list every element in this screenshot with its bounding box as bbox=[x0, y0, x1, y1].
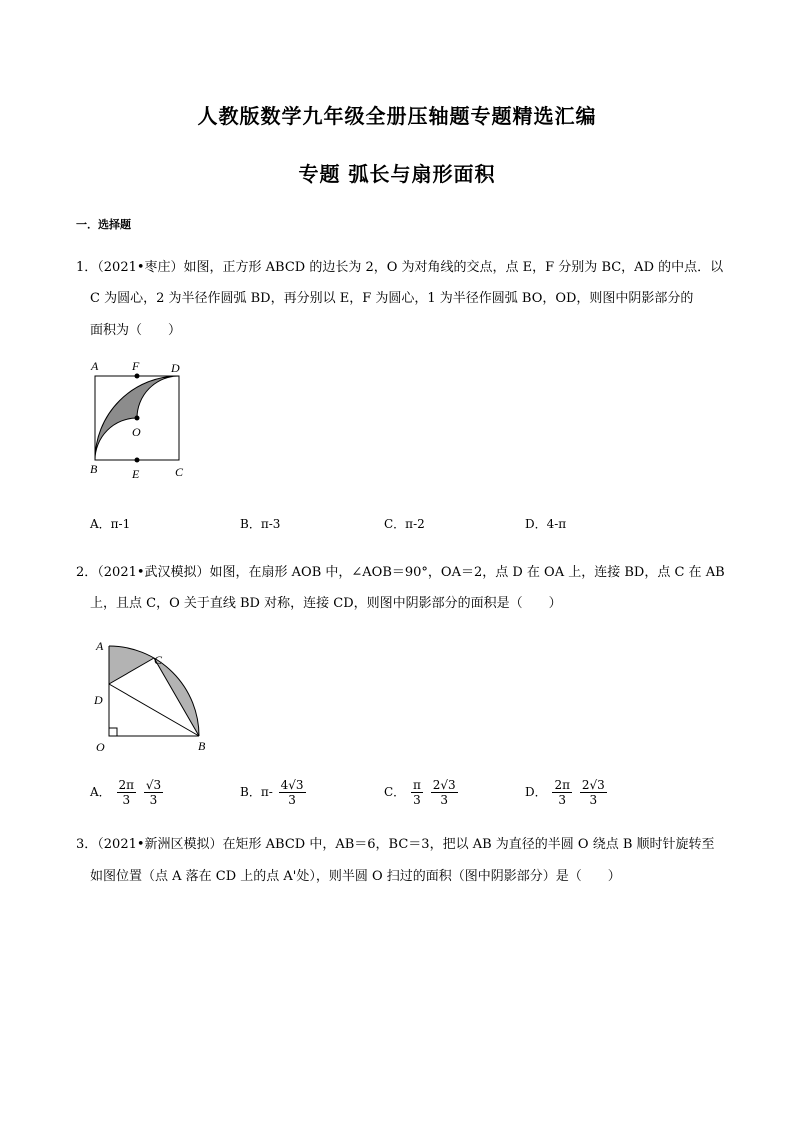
q1-line3: 面积为（ ） bbox=[90, 323, 182, 338]
denominator: 3 bbox=[413, 793, 421, 807]
fraction bbox=[431, 778, 458, 807]
denominator: 3 bbox=[440, 793, 449, 807]
option-c-label: C． bbox=[384, 785, 406, 799]
q1-line2: C 为圆心，2 为半径作圆弧 BD，再分别以 E，F 为圆心，1 为半径作圆弧 BO，OD，则图中阴影部分的 bbox=[90, 291, 694, 306]
label-b: B bbox=[198, 739, 206, 753]
q1-line1: 1．（2021•枣庄）如图，正方形 ABCD 的边长为 2，O 为对角线的交点，点 E，F 分别为 BC，AD 的中点．以 bbox=[76, 260, 724, 275]
point-o bbox=[135, 416, 140, 421]
numerator: √3 bbox=[145, 778, 162, 792]
label-b: B bbox=[90, 462, 98, 476]
numerator: 2√3 bbox=[581, 778, 605, 792]
q2-line2: 上，且点 C，O 关于直线 BD 对称，连接 CD，则图中阴影部分的面积是（ ） bbox=[90, 596, 562, 611]
denominator: 3 bbox=[589, 793, 598, 807]
denominator: 3 bbox=[149, 793, 158, 807]
numerator: 4√3 bbox=[280, 778, 304, 792]
label-d: D bbox=[94, 693, 103, 707]
label-a: A bbox=[96, 639, 104, 653]
segment-bc bbox=[154, 658, 199, 736]
option-b-label: B． bbox=[240, 785, 261, 799]
fraction bbox=[117, 778, 137, 807]
page-title: 人教版数学九年级全册压轴题专题精选汇编 bbox=[197, 104, 597, 128]
denominator: 3 bbox=[558, 793, 567, 807]
denominator: 3 bbox=[122, 793, 131, 807]
option-d-label: D． bbox=[525, 785, 547, 799]
right-angle-mark bbox=[109, 728, 117, 736]
q1-option-d: D．4-π bbox=[525, 517, 567, 531]
q2-option-d bbox=[525, 778, 609, 807]
fraction bbox=[144, 778, 163, 807]
q1-option-c: C．π-2 bbox=[384, 517, 425, 531]
q2-option-c bbox=[384, 778, 460, 807]
label-d: D bbox=[171, 361, 180, 375]
numerator: 2π bbox=[554, 778, 570, 792]
option-b-prefix: π- bbox=[260, 785, 273, 799]
denominator: 3 bbox=[288, 793, 296, 807]
fraction bbox=[552, 778, 572, 807]
section-heading: 一．选择题 bbox=[76, 218, 131, 231]
page-subtitle: 专题 弧长与扇形面积 bbox=[298, 162, 496, 186]
fraction bbox=[411, 778, 423, 807]
q1-option-a: A．π-1 bbox=[90, 517, 131, 531]
label-f: F bbox=[132, 359, 140, 373]
label-o: O bbox=[132, 425, 141, 439]
numerator: 2√3 bbox=[432, 778, 456, 792]
label-e: E bbox=[132, 467, 140, 481]
label-o: O bbox=[96, 740, 105, 754]
fraction bbox=[580, 778, 607, 807]
point-e bbox=[135, 458, 140, 463]
numerator: 2π bbox=[118, 778, 135, 792]
label-c: C bbox=[175, 465, 184, 479]
q3-line1: 3．（2021•新洲区模拟）在矩形 ABCD 中，AB＝6，BC＝3，把以 AB 为直径的半圆 O 绕点 B 顺时针旋转至 bbox=[76, 837, 715, 852]
q2-line1: 2．（2021•武汉模拟）如图，在扇形 AOB 中，∠AOB＝90°，OA＝2，点 D 在 OA 上，连接 BD，点 C 在 AB bbox=[76, 565, 725, 580]
numerator: π bbox=[413, 778, 421, 792]
q2-option-b bbox=[240, 778, 308, 807]
q3-line2: 如图位置（点 A 落在 CD 上的点 A'处），则半圆 O 扫过的面积（图中阴影部分）是（ ） bbox=[90, 869, 621, 884]
q2-option-a bbox=[90, 778, 165, 807]
point-f bbox=[135, 374, 140, 379]
fraction bbox=[279, 778, 306, 807]
q1-figure bbox=[84, 356, 204, 486]
option-a-label: A． bbox=[90, 785, 111, 799]
shaded-region-left bbox=[109, 646, 154, 684]
label-a: A bbox=[91, 359, 99, 373]
q2-figure bbox=[88, 636, 218, 758]
q1-option-b: B．π-3 bbox=[240, 517, 281, 531]
label-c: C bbox=[154, 653, 163, 667]
